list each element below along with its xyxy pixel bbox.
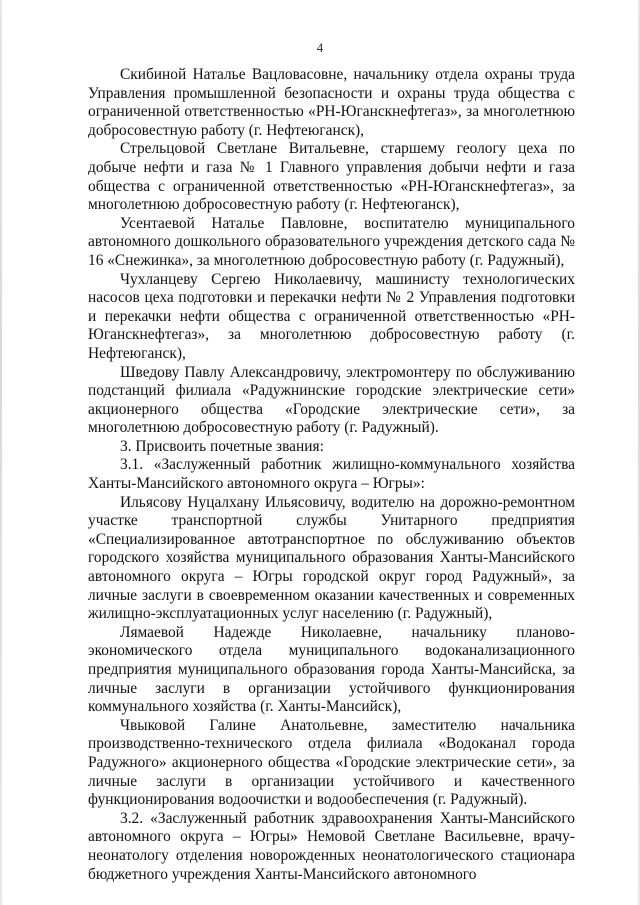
paragraph-streltsova: Стрельцовой Светлане Витальевне, старшему геологу цеха по добыче нефти и газа № 1 Главного управления добычи нефти и газа общества с ограниченной ответственностью «РН-Юганскнефтегаз», за многолетнюю добросовестную работу (г. Нефтеюганск), <box>88 140 575 214</box>
paragraph-chukhlantsev: Чухланцеву Сергею Николаевичу, машинисту технологических насосов цеха подготовки и перекачки нефти № 2 Управления подготовки и перекачки нефти общества с ограниченной ответственностью «РН-Юганскнефтегаз», за многолетнюю добросовестную работу (г. Нефтеюганск), <box>88 270 575 362</box>
page-number: 4 <box>316 40 324 55</box>
paragraph-chvykova: Чвыковой Галине Анатольевне, заместителю начальника производственно-технического отдела филиала «Водоканал города Радужного» акционерного общества «Городские электрические сети», за личные заслуги в организации устойчивого и качественного функционирования водоочистки и водообеспечения (г. Радужный). <box>88 716 575 809</box>
section-heading-3: 3. Присвоить почетные звания: <box>120 437 324 455</box>
subsection-heading-3-1: 3.1. «Заслуженный работник жилищно-коммунального хозяйства Ханты-Мансийского автономного округа – Югры»: <box>88 456 575 493</box>
subsection-3-2: 3.2. «Заслуженный работник здравоохранения Ханты-Мансийского автономного округа – Югры» Немовой Светлане Васильевне, врачу-неонатологу отделения новорожденных неонатологического стационара бюджетного учреждения Ханты-Мансийского автономного <box>88 809 575 883</box>
paragraph-usentaeva: Усентаевой Наталье Павловне, воспитателю муниципального автономного дошкольного образовательного учреждения детского сада № 16 «Снежинка», за многолетнюю добросовестную работу (г. Радужный), <box>88 214 575 269</box>
scan-edge-left <box>0 0 2 905</box>
paragraph-skibina: Скибиной Наталье Вацловасовне, начальнику отдела охраны труда Управления промышленной безопасности и охраны труда общества с ограниченной ответственностью «РН-Юганскнефтегаз», за многолетнюю добросовестную работу (г. Нефтеюганск), <box>88 66 575 139</box>
paragraph-shvedov: Шведову Павлу Александровичу, электромонтеру по обслуживанию подстанций филиала «Радужнинские городские электрические сети» акционерного общества «Городские электрические сети», за многолетнюю добросовестную работу (г. Радужный). <box>88 363 575 437</box>
paragraph-lyamaeva: Лямаевой Надежде Николаевне, начальнику планово-экономического отдела муниципального водоканализационного предприятия муниципального образования города Ханты-Мансийска, за личные заслуги в организации устойчивого функционирования коммунального хозяйства (г. Ханты-Мансийск), <box>88 623 575 716</box>
document-body <box>88 66 575 884</box>
paragraph-ilyasov: Ильясову Нуцалхану Ильясовичу, водителю на дорожно-ремонтном участке транспортной службы Унитарного предприятия «Специализированное автотранспортное по обслуживанию объектов городского хозяйства муниципального образования Ханты-Мансийского автономного округа – Югры городской округ город Радужный», за личные заслуги в своевременном оказании качественных и современных жилищно-эксплуатационных услуг населению (г. Радужный), <box>88 493 575 623</box>
